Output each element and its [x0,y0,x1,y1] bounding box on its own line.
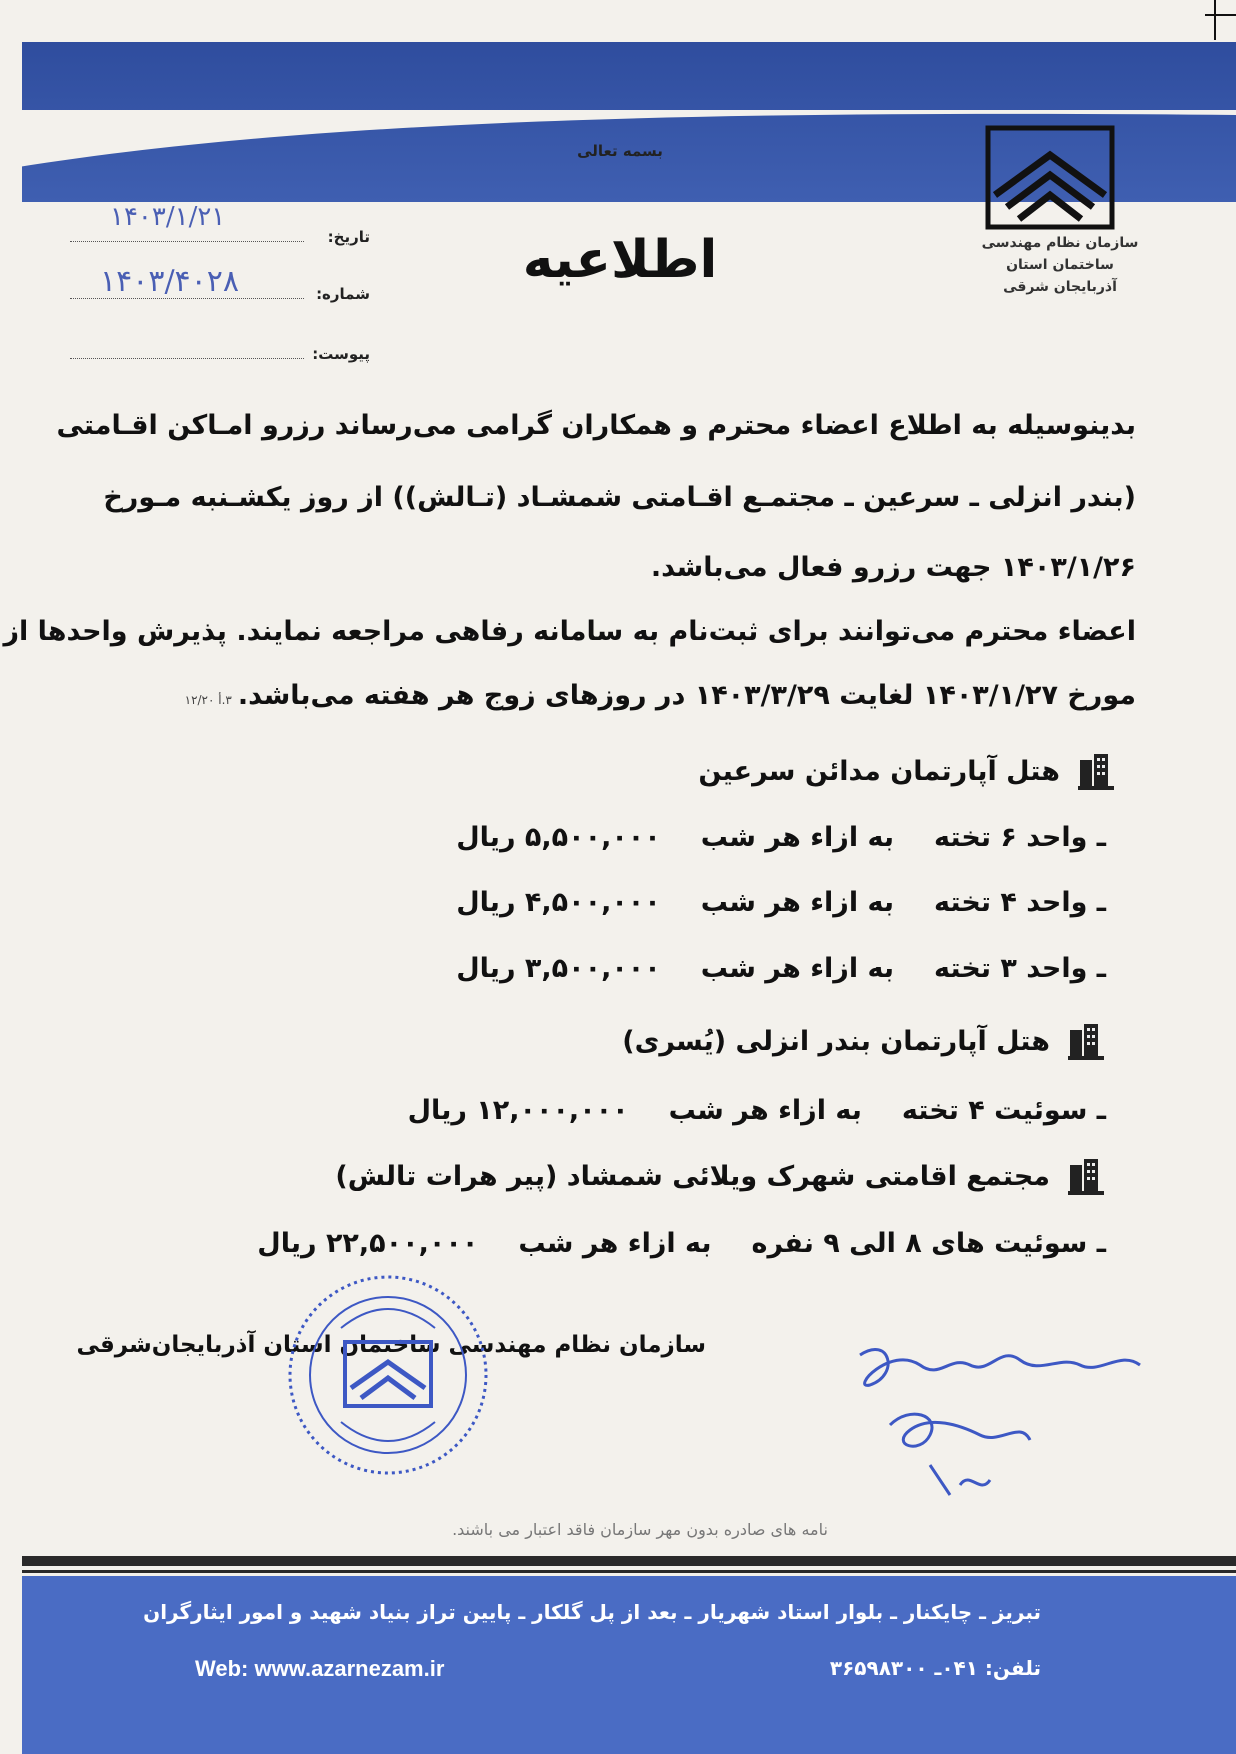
unit-per: به ازاء هر شب [700,822,894,853]
price-row [257,1228,1106,1259]
unit-price: ۴,۵۰۰,۰۰۰ ریال [456,887,661,918]
footer-web[interactable]: Web: www.azarnezam.ir [195,1656,445,1681]
unit-per: به ازاء هر شب [700,953,894,984]
footer-divider-thin [22,1570,1236,1573]
hotel-heading [698,752,1116,790]
body-line-5-text: مورخ ۱۴۰۳/۱/۲۷ لغایت ۱۴۰۳/۳/۲۹ در روزهای زوج هر هفته می‌باشد. [237,680,1136,711]
building-icon [1066,1157,1106,1195]
body-line-3: ۱۴۰۳/۱/۲۶ جهت رزرو فعال می‌باشد. [650,552,1136,583]
price-row [456,887,1106,918]
unit-type: ـ واحد ۴ تخته [933,887,1106,918]
org-name-line1: سازمان نظام مهندسی ساختمان استان [981,235,1139,273]
price-row [456,953,1106,984]
signoff-org: سازمان نظام مهندسی ساختمان استان آذربایجان‌شرقی [76,1332,706,1358]
number-value: ۱۴۰۳/۴۰۲۸ [100,264,240,299]
unit-price: ۲۲,۵۰۰,۰۰۰ ریال [257,1228,479,1259]
attachment-line [70,358,304,359]
org-name [950,232,1170,298]
org-name-line2: آذربایجان شرقی [1003,279,1117,295]
unit-price: ۵,۵۰۰,۰۰۰ ریال [456,822,661,853]
body-line-1: بدینوسیله به اطلاع اعضاء محترم و همکاران گرامی می‌رساند رزرو امـاکن اقـامتی [56,410,1136,441]
footer-phone: تلفن: ۰۴۱ـ ۳۶۵۹۸۳۰۰ [829,1656,1041,1680]
hotel-heading [335,1157,1106,1195]
bismillah: بسمه تعالی [577,142,663,160]
building-icon [1076,752,1116,790]
date-value: ۱۴۰۳/۱/۲۱ [110,202,226,232]
body-line-4: اعضاء محترم می‌توانند برای ثبت‌نام به سامانه رفاهی مراجعه نمایند. پذیرش واحدها از [3,616,1136,647]
price-row [456,822,1106,853]
attachment-field [70,335,370,365]
official-stamp-icon [283,1270,493,1480]
unit-price: ۳,۵۰۰,۰۰۰ ریال [456,953,661,984]
unit-per: به ازاء هر شب [700,887,894,918]
building-icon [1066,1022,1106,1060]
handwritten-signature-icon [830,1335,1170,1515]
body-line-5-note: ۳.أ ۱۲/۲۰ [184,693,232,707]
unit-type: ـ واحد ۳ تخته [933,953,1106,984]
footer-divider [22,1556,1236,1566]
body-line-5 [96,680,1136,711]
unit-type: ـ سوئیت ۴ تخته [901,1095,1106,1126]
body-line-2: (بندر انزلی ـ سرعین ـ مجتمـع اقـامتی شمشـاد (تـالش)) از روز یکشـنبه مـورخ [103,482,1136,513]
org-logo-icon [985,125,1115,230]
number-field [70,264,370,305]
date-line [70,241,304,242]
attachment-label: پیوست: [312,345,370,363]
page-title: اطلاعیه [522,230,718,290]
hotel-heading [622,1022,1106,1060]
crop-mark [1205,0,1236,40]
number-label: شماره: [316,285,370,303]
disclaimer: نامه های صادره بدون مهر سازمان فاقد اعتبار می باشند. [452,1520,828,1539]
date-field [70,202,370,248]
hotel-name: هتل آپارتمان بندر انزلی (یُسری) [622,1025,1050,1057]
unit-per: به ازاء هر شب [518,1228,712,1259]
unit-type: ـ واحد ۶ تخته [933,822,1106,853]
date-label: تاریخ: [327,228,370,246]
hotel-name: هتل آپارتمان مدائن سرعین [698,755,1060,787]
hotel-name: مجتمع اقامتی شهرک ویلائی شمشاد (پیر هرات تالش) [335,1160,1050,1192]
unit-type: ـ سوئیت های ۸ الی ۹ نفره [751,1228,1106,1259]
unit-per: به ازاء هر شب [668,1095,862,1126]
footer-address: تبریز ـ چایکنار ـ بلوار استاد شهریار ـ بعد از پل گلکار ـ پایین تراز بنیاد شهید و امور ایثارگران [143,1600,1041,1624]
price-row [408,1095,1106,1126]
unit-price: ۱۲,۰۰۰,۰۰۰ ریال [407,1095,629,1126]
